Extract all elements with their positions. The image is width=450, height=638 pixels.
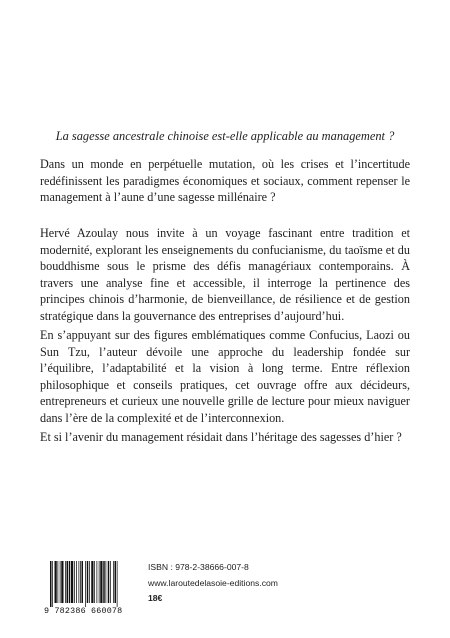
barcode-bar: [60, 561, 61, 603]
barcode-bar: [69, 561, 71, 603]
barcode-bar: [99, 561, 100, 603]
barcode-bar: [106, 561, 107, 603]
back-cover-paragraph-3: En s’appuyant sur des figures emblématiques comme Confucius, Laozi ou Sun Tzu, l’auteur dévoile une approche du leadership fondée sur l’équilibre, l’adaptabilité et la vision à long terme. Entre réflexion philosophique et conseils pratiques, cet ouvrage offre aux décideurs, entrepreneurs et curieux une nouvelle grille de lecture pour mieux naviguer dans l’ère de la complexité et de l’interconnexion.: [40, 328, 410, 425]
isbn-barcode: [44, 561, 144, 619]
publication-info: [148, 560, 278, 607]
barcode-bar: [94, 561, 95, 603]
barcode-bar: [108, 561, 110, 603]
barcode-bar: [115, 561, 117, 603]
barcode-bar: [65, 561, 66, 603]
barcode-bar: [76, 561, 77, 603]
barcode-bar: [52, 561, 53, 607]
barcode-bar: [80, 561, 81, 603]
barcode-bar: [87, 561, 89, 603]
barcode-digits: 9 782386 660078: [44, 606, 123, 616]
back-cover-paragraph-4: Et si l’avenir du management résidait dans l’héritage des sagesses d’hier ?: [40, 430, 402, 444]
price-label: 18€: [148, 593, 163, 603]
barcode-bar: [58, 561, 59, 603]
barcode-bar: [61, 561, 63, 603]
barcode-bar: [100, 561, 102, 603]
barcode-bar: [85, 561, 86, 607]
barcode-bar: [74, 561, 75, 603]
barcode-bar: [110, 561, 111, 603]
barcode-bar: [82, 561, 84, 603]
barcode-bar: [67, 561, 69, 603]
barcode-bar: [103, 561, 105, 603]
barcode-bar: [89, 561, 90, 603]
barcode-bars: [44, 561, 144, 607]
barcode-bar: [71, 561, 73, 603]
publisher-website: www.laroutedelasoie-editions.com: [148, 577, 278, 588]
barcode-bar: [91, 561, 93, 603]
barcode-bar: [117, 561, 118, 607]
back-cover-paragraph-1: Dans un monde en perpétuelle mutation, où les crises et l’incertitude redéfinissent les paradigmes économiques et sociaux, comment repenser le management à l’aune d’une sagesse millénaire ?: [40, 157, 410, 205]
barcode-bar: [97, 561, 98, 603]
barcode-bar: [50, 561, 52, 607]
barcode-bar: [113, 561, 114, 603]
barcode-bar: [79, 561, 80, 603]
isbn-text: ISBN : 978-2-38666-007-8: [148, 562, 249, 572]
barcode-bar: [55, 561, 57, 603]
back-cover-heading: La sagesse ancestrale chinoise est-elle applicable au management ?: [55, 129, 395, 143]
back-cover-paragraph-2: Hervé Azoulay nous invite à un voyage fascinant entre tradition et modernité, explorant les enseignements du confucianisme, du taoïsme et du bouddhisme sous le prisme des défis managériaux contemporains. À travers une analyse fine et accessible, il interroge la pertinence des principes chinois d’harmonie, de bienveillance, de résilience et de gestion stratégique dans la gouvernance des entreprises d’aujourd’hui.: [40, 226, 410, 323]
